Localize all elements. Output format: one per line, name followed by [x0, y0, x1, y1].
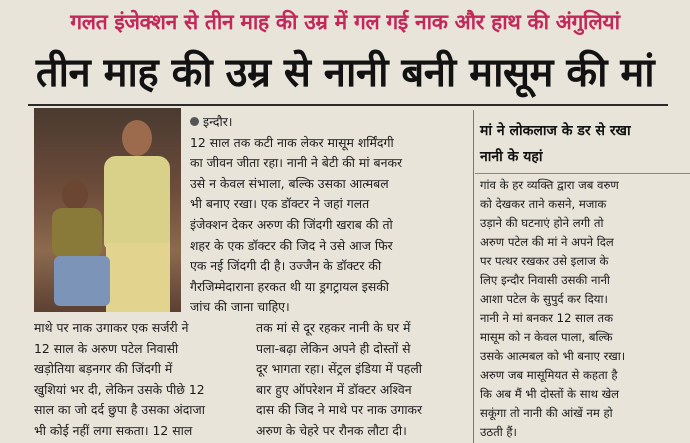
body-line: दूर भागता रहा। सेंट्रल इंडिया में पहली — [256, 361, 422, 377]
side-line: गांव के हर व्यक्ति द्वारा जब वरुण — [480, 178, 619, 192]
side-heading-rule — [475, 173, 690, 174]
lead-line: गैरजिम्मेदाराना हरकत थी या ड्रगट्रायल इसकी — [190, 278, 389, 294]
news-photo — [34, 108, 181, 312]
lead-line: का जीवन जीता रहा। नानी ने बेटी की मां बनकर — [190, 155, 403, 171]
side-line: उठती हैं। — [480, 425, 517, 439]
side-line: आशा पटेल के सुपुर्द कर दिया। — [480, 292, 608, 306]
lead-paragraph — [190, 112, 470, 318]
body-line: अरुण के चेहरे पर रौनक लौटा दी। — [256, 422, 407, 438]
lead-line: शहर के एक डॉक्टर की जिद ने उसे आज फिर — [190, 237, 393, 253]
side-heading — [480, 118, 685, 170]
body-column-a — [34, 318, 248, 442]
body-line: माथे पर नाक उगाकर एक सर्जरी ने — [34, 320, 189, 335]
body-line: पला-बढ़ा लेकिन अपने ही दोस्तों से — [256, 340, 411, 356]
main-headline: तीन माह की उम्र से नानी बनी मासूम की मां — [35, 50, 655, 96]
dateline: इन्दौर। — [203, 114, 233, 129]
side-column — [480, 176, 685, 442]
side-line: पर पत्थर रखकर उसे इलाज के — [480, 254, 609, 268]
body-line: खड़ोतिया बड़नगर की जिंदगी में — [34, 361, 173, 377]
column-divider — [473, 110, 474, 443]
side-heading-line: मां ने लोकलाज के डर से रखा — [480, 123, 631, 139]
lead-line: इंजेक्शन देकर अरुण की जिंदगी खराब की तो — [190, 216, 393, 232]
side-line: सकूंगा तो नानी की आंखें नम हो — [480, 406, 613, 420]
side-line: अरुण जब मासूमियत से कहता है — [480, 368, 618, 382]
body-line: भी कोई नहीं लगा सकता। 12 साल — [34, 422, 193, 438]
headline-rule — [28, 104, 668, 106]
photo-boy-body — [52, 208, 102, 258]
body-column-b — [256, 318, 470, 442]
lead-line: 12 साल तक कटी नाक लेकर मासूम शर्मिंदगी — [190, 134, 394, 150]
photo-man-legs — [106, 243, 170, 312]
photo-boy-head — [62, 180, 88, 210]
dateline-bullet-icon — [190, 117, 199, 126]
body-line: साल का जो दर्द छुपा है उसका अंदाजा — [34, 402, 205, 418]
body-line: तक मां से दूर रहकर नानी के घर में — [256, 320, 411, 335]
body-line: बार हुए ऑपरेशन में डॉक्टर अश्विन — [256, 381, 412, 397]
lead-line: उसे न केवल संभाला, बल्कि उसका आत्मबल — [190, 175, 389, 191]
side-heading-line: नानी के यहां — [480, 149, 543, 165]
lead-line: जांच की जाना चाहिए। — [190, 299, 290, 315]
body-line: खुशियां भर दी, लेकिन उसके पीछे 12 — [34, 381, 205, 397]
side-line: उसके आत्मबल को भी बनाए रखा। — [480, 349, 626, 363]
side-line: मासूम को न केवल पाला, बल्कि — [480, 330, 613, 344]
side-line: को देखकर ताने कसने, मजाक — [480, 197, 607, 211]
side-line: नानी ने मां बनकर 12 साल तक — [480, 311, 614, 325]
photo-boy-legs — [54, 256, 110, 306]
body-line: दास की जिद ने माथे पर नाक उगाकर — [256, 402, 423, 418]
side-line: कि अब मैं भी दोस्तों के साथ खेल — [480, 387, 620, 401]
side-line: अरुण पटेल की मां ने अपने दिल — [480, 235, 614, 249]
lead-line: भी बनाए रखा। एक डॉक्टर ने जहां गलत — [190, 196, 370, 212]
body-line: 12 साल के अरुण पटेल निवासी — [34, 340, 179, 356]
kicker-headline: गलत इंजेक्शन से तीन माह की उम्र में गल गई नाक और हाथ की अंगुलियां — [70, 10, 620, 34]
side-line: लिए इन्दौर निवासी उसकी नानी — [480, 273, 610, 287]
photo-man-body — [104, 156, 170, 248]
photo-man-head — [122, 120, 152, 156]
side-line: उड़ाने की घटनाएं होने लगी तो — [480, 216, 604, 230]
dateline-line — [190, 112, 470, 133]
lead-line: एक नई जिंदगी दी है। उज्जैन के डॉक्टर की — [190, 258, 382, 274]
